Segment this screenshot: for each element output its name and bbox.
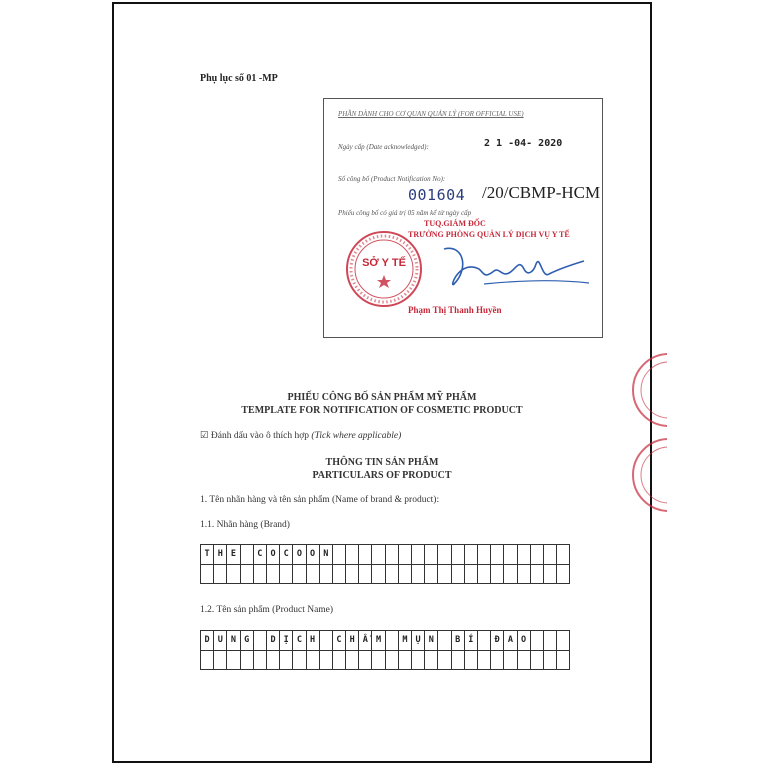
char-cell[interactable] [306,564,319,584]
char-cell[interactable] [359,564,372,584]
char-cell[interactable] [438,564,451,584]
char-cell[interactable] [214,564,227,584]
char-cell[interactable]: O [306,545,319,565]
char-cell[interactable] [504,545,517,565]
char-cell[interactable] [253,650,266,670]
char-cell[interactable] [412,564,425,584]
char-cell[interactable] [385,650,398,670]
char-cell[interactable] [491,564,504,584]
char-cell[interactable] [346,650,359,670]
char-cell[interactable] [464,545,477,565]
char-cell[interactable] [253,631,266,651]
char-cell[interactable]: N [425,631,438,651]
char-cell[interactable]: B [451,631,464,651]
tick-instruction [200,430,401,441]
char-cell[interactable] [398,564,411,584]
char-cell[interactable] [530,564,543,584]
char-cell[interactable]: C [253,545,266,565]
edge-seal-icon [627,350,667,430]
char-cell[interactable]: Ụ [412,631,425,651]
char-cell[interactable]: Ị [280,631,293,651]
char-cell[interactable] [517,564,530,584]
char-cell[interactable] [557,545,570,565]
seal-text: SỞ Y TẾ [362,257,406,269]
official-use-header: PHẦN DÀNH CHO CƠ QUAN QUẢN LÝ (FOR OFFICIAL USE) [338,110,524,118]
tick-instruction-english: (Tick where applicable) [311,431,402,441]
char-cell[interactable] [425,650,438,670]
char-cell[interactable]: G [240,631,253,651]
char-cell[interactable] [504,650,517,670]
char-cell[interactable] [504,564,517,584]
tick-instruction-vietnamese: ☑ Đánh dấu vào ô thích hợp [200,431,310,441]
product-name-label: 1.2. Tên sản phẩm (Product Name) [200,605,334,615]
char-cell[interactable] [293,650,306,670]
char-cell[interactable] [530,545,543,565]
char-grid-row [201,564,570,584]
char-cell[interactable] [477,545,490,565]
question-1-label: 1. Tên nhãn hàng và tên sản phẩm (Name of brand & product): [200,495,440,505]
char-cell[interactable] [477,564,490,584]
char-cell[interactable] [385,564,398,584]
char-cell[interactable] [425,545,438,565]
char-cell[interactable] [266,564,279,584]
char-cell[interactable] [451,650,464,670]
char-cell[interactable] [253,564,266,584]
char-cell[interactable] [332,650,345,670]
char-cell[interactable]: Đ [491,631,504,651]
char-cell[interactable] [372,650,385,670]
char-cell[interactable] [346,545,359,565]
char-cell[interactable] [332,564,345,584]
char-cell[interactable] [464,650,477,670]
char-cell[interactable] [451,545,464,565]
char-cell[interactable] [451,564,464,584]
char-cell[interactable] [398,545,411,565]
char-cell[interactable]: E [227,545,240,565]
notification-number-stamp: 001604 [408,186,466,204]
char-cell[interactable] [557,631,570,651]
form-title-english: TEMPLATE FOR NOTIFICATION OF COSMETIC PRODUCT [241,405,523,416]
char-cell[interactable]: N [319,545,332,565]
char-cell[interactable] [293,564,306,584]
date-acknowledged-label: Ngày cấp (Date acknowledged): [338,143,429,151]
char-cell[interactable] [517,650,530,670]
char-grid-row [201,650,570,670]
char-cell[interactable] [398,650,411,670]
char-cell[interactable] [543,631,556,651]
char-cell[interactable] [412,650,425,670]
char-cell[interactable] [266,650,279,670]
char-cell[interactable]: D [266,631,279,651]
char-cell[interactable] [385,631,398,651]
validity-note: Phiếu công bố có giá trị 05 năm kể từ ngày cấp [338,209,472,217]
brand-label: 1.1. Nhãn hàng (Brand) [200,520,290,530]
date-acknowledged-value: 2 1 -04- 2020 [484,138,563,149]
notification-number-label: Số công bố (Product Notification No): [338,175,446,183]
char-cell[interactable]: Í [464,631,477,651]
char-grid-row [201,631,570,651]
signature-icon [424,239,594,299]
official-use-box [323,98,603,338]
char-cell[interactable] [385,545,398,565]
char-cell[interactable]: T [201,545,214,565]
brand-char-grid[interactable] [200,544,570,584]
char-cell[interactable] [280,564,293,584]
char-cell[interactable] [214,650,227,670]
signer-title-1: TUQ.GIÁM ĐỐC [424,219,486,228]
char-cell[interactable] [359,545,372,565]
char-cell[interactable] [201,650,214,670]
char-cell[interactable]: M [398,631,411,651]
char-cell[interactable] [557,564,570,584]
char-cell[interactable] [306,650,319,670]
form-title-vietnamese: PHIẾU CÔNG BỐ SẢN PHẨM MỸ PHẨM [287,392,477,403]
char-cell[interactable] [372,545,385,565]
official-seal-icon [344,229,424,309]
char-cell[interactable] [438,545,451,565]
char-cell[interactable] [332,545,345,565]
char-cell[interactable] [240,545,253,565]
char-cell[interactable]: O [266,545,279,565]
char-cell[interactable] [240,650,253,670]
char-cell[interactable] [438,631,451,651]
char-cell[interactable] [543,650,556,670]
char-cell[interactable] [319,631,332,651]
char-cell[interactable] [201,564,214,584]
char-cell[interactable] [464,564,477,584]
char-cell[interactable] [530,650,543,670]
char-cell[interactable] [438,650,451,670]
char-cell[interactable] [372,564,385,584]
char-cell[interactable]: C [280,545,293,565]
char-cell[interactable]: H [346,631,359,651]
section-title-english: PARTICULARS OF PRODUCT [312,470,452,481]
product-name-char-grid[interactable] [200,630,570,670]
char-cell[interactable] [491,650,504,670]
char-cell[interactable]: O [293,545,306,565]
char-cell[interactable] [491,545,504,565]
char-cell[interactable] [227,564,240,584]
char-cell[interactable] [412,545,425,565]
char-cell[interactable] [517,545,530,565]
char-cell[interactable] [346,564,359,584]
char-cell[interactable] [227,650,240,670]
annex-label: Phụ lục số 01 -MP [200,73,278,84]
char-cell[interactable]: O [517,631,530,651]
char-cell[interactable] [280,650,293,670]
char-cell[interactable]: C [293,631,306,651]
char-cell[interactable] [477,631,490,651]
char-grid-row [201,545,570,565]
char-cell[interactable] [319,650,332,670]
char-cell[interactable] [557,650,570,670]
char-cell[interactable] [543,564,556,584]
char-cell[interactable]: U [214,631,227,651]
char-cell[interactable] [319,564,332,584]
char-cell[interactable]: H [306,631,319,651]
char-cell[interactable] [530,631,543,651]
char-cell[interactable] [359,650,372,670]
notification-number-suffix: /20/CBMP-HCM [482,183,601,202]
char-cell[interactable]: N [227,631,240,651]
char-cell[interactable]: D [201,631,214,651]
char-cell[interactable]: M [372,631,385,651]
section-title-vietnamese: THÔNG TIN SẢN PHẨM [325,457,439,468]
char-cell[interactable] [543,545,556,565]
char-cell[interactable] [425,564,438,584]
char-cell[interactable]: A [504,631,517,651]
char-cell[interactable] [240,564,253,584]
char-cell[interactable] [477,650,490,670]
char-cell[interactable]: H [214,545,227,565]
char-cell[interactable]: Ấ [359,631,372,651]
char-cell[interactable]: C [332,631,345,651]
signer-name: Phạm Thị Thanh Huyền [408,305,502,315]
signer-title-2: TRƯỞNG PHÒNG QUẢN LÝ DỊCH VỤ Y TẾ [408,230,570,239]
